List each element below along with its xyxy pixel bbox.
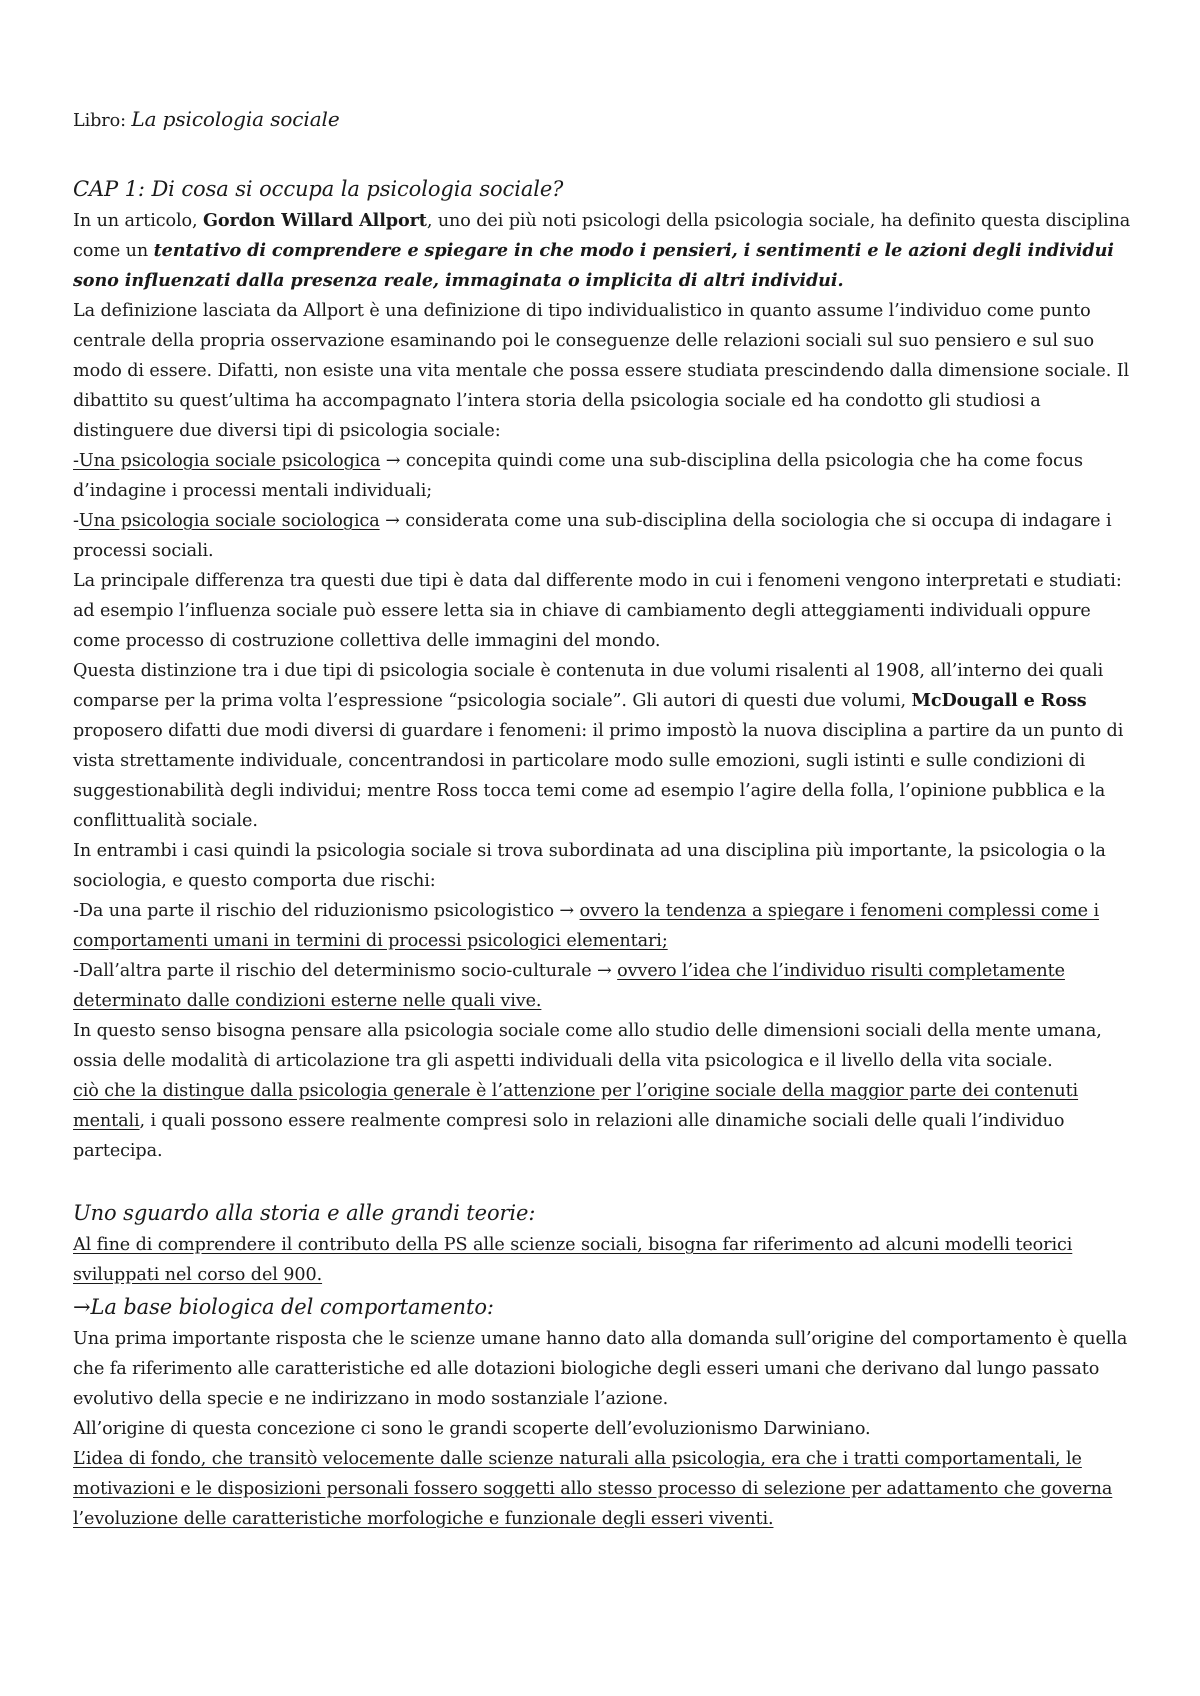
list-term: Una psicologia sociale sociologica xyxy=(78,511,380,531)
list-item-sociological xyxy=(73,506,1143,566)
spacer xyxy=(73,1166,1143,1196)
allport-name: Gordon Willard Allport xyxy=(202,210,427,231)
list-text: → considerata come una sub-disciplina della sociologia che si occupa di indagare i processi sociali. xyxy=(73,511,1112,561)
chapter-heading: CAP 1: Di cosa si occupa la psicologia sociale? xyxy=(73,177,564,201)
book-line xyxy=(73,104,1143,136)
risk-label: -Dall’altra parte il rischio del determinismo socio-culturale → xyxy=(73,961,618,981)
list-term: -Una psicologia sociale psicologica xyxy=(73,451,381,471)
chapter-paragraph-1 xyxy=(73,206,1143,296)
biological-subheading: →La base biologica del comportamento: xyxy=(73,1295,494,1319)
chapter-paragraph-5: In entrambi i casi quindi la psicologia sociale si trova subordinata ad una disciplina più importante, la psicologia o la sociologia, e questo comporta due rischi: xyxy=(73,841,1106,891)
list-dash: - xyxy=(73,511,79,531)
book-title: La psicologia sociale xyxy=(131,107,340,131)
authors-names: McDougall e Ross xyxy=(911,690,1087,711)
chapter-paragraph-3: La principale differenza tra questi due tipi è data dal differente modo in cui i fenomeni vengono interpretati e studiati: ad esempio l’influenza sociale può essere letta sia in chiave di cambiamento degli atteggiamenti individuali oppure come processo di costruzione collettiva delle immagini del mondo. xyxy=(73,571,1122,651)
underlined-text: ciò che la distingue dalla psicologia generale è l’attenzione per l’origine sociale della maggior parte dei contenuti mentali xyxy=(73,1081,1079,1131)
history-paragraph-1: Una prima importante risposta che le scienze umane hanno dato alla domanda sull’origine del comportamento è quella che fa riferimento alle caratteristiche ed alle dotazioni biologiche degli esseri umani che derivano dal lungo passato evolutivo della specie e ne indirizzano in modo sostanziale l’azione. xyxy=(73,1329,1128,1409)
chapter-paragraph-7 xyxy=(73,1076,1143,1166)
risk-definition: ovvero l’idea che l’individuo risulti completamente determinato dalle condizioni esterne nelle quali vive. xyxy=(73,961,1065,1011)
history-paragraph-2: All’origine di questa concezione ci sono le grandi scoperte dell’evoluzionismo Darwiniano. xyxy=(73,1419,871,1439)
chapter-paragraph-4 xyxy=(73,656,1143,836)
spacer xyxy=(73,136,1143,172)
risk-item-1 xyxy=(73,896,1143,956)
risk-label: -Da una parte il rischio del riduzionismo psicologistico → xyxy=(73,901,580,921)
risk-item-2 xyxy=(73,956,1143,1016)
text-run: , i quali possono essere realmente compresi solo in relazioni alle dinamiche sociali delle quali l’individuo partecipa. xyxy=(73,1111,1065,1161)
book-label: Libro: xyxy=(73,111,132,131)
history-paragraph-3: L’idea di fondo, che transitò velocemente dalle scienze naturali alla psicologia, era che i tratti comportamentali, le motivazioni e le disposizioni personali fossero soggetti allo stesso processo di selezione per adattamento che governa l’evoluzione delle caratteristiche morfologiche e funzionale degli esseri viventi. xyxy=(73,1449,1113,1529)
history-heading: Uno sguardo alla storia e alle grandi teorie: xyxy=(73,1201,536,1225)
history-intro: Al fine di comprendere il contributo della PS alle scienze sociali, bisogna far riferimento ad alcuni modelli teorici sviluppati nel corso del 900. xyxy=(73,1235,1073,1285)
text-run: , uno dei più noti psicologi della psicologia sociale, ha definito questa disciplina come un xyxy=(73,211,1131,261)
chapter-paragraph-2: La definizione lasciata da Allport è una definizione di tipo individualistico in quanto assume l’individuo come punto centrale della propria osservazione esaminando poi le conseguenze delle relazioni sociali sul suo pensiero e sul suo modo di essere. Difatti, non esiste una vita mentale che possa essere studiata prescindendo dalla dimensione sociale. Il dibattito su quest’ultima ha accompagnato l’intera storia della psicologia sociale ed ha condotto gli studiosi a distinguere due diversi tipi di psicologia sociale: xyxy=(73,301,1130,441)
list-item-psychological xyxy=(73,446,1143,506)
chapter-paragraph-6: In questo senso bisogna pensare alla psicologia sociale come allo studio delle dimensioni sociali della mente umana, ossia delle modalità di articolazione tra gli aspetti individuali della vita psicologica e il livello della vita sociale. xyxy=(73,1021,1102,1071)
text-run: Questa distinzione tra i due tipi di psicologia sociale è contenuta in due volumi risalenti al 1908, all’interno dei quali comparse per la prima volta l’espressione “psicologia sociale”. Gli autori di questi due volumi, xyxy=(73,661,1104,711)
allport-definition: tentativo di comprendere e spiegare in che modo i pensieri, i sentimenti e le azioni degli individui sono influenzati dalla presenza reale, immaginata o implicita di altri individui. xyxy=(73,240,1114,291)
text-run: In un articolo, xyxy=(73,211,203,231)
risk-definition: ovvero la tendenza a spiegare i fenomeni complessi come i comportamenti umani in termini di processi psicologici elementari; xyxy=(73,901,1099,951)
text-run: proposero difatti due modi diversi di guardare i fenomeni: il primo impostò la nuova disciplina a partire da un punto di vista strettamente individuale, concentrandosi in particolare modo sulle emozioni, sugli istinti e sulle condizioni di suggestionabilità degli individui; mentre Ross tocca temi come ad esempio l’agire della folla, l’opinione pubblica e la conflittualità sociale. xyxy=(73,721,1124,831)
document-page xyxy=(73,104,1143,1534)
list-text: → concepita quindi come una sub-disciplina della psicologia che ha come focus d’indagine i processi mentali individuali; xyxy=(73,451,1083,501)
